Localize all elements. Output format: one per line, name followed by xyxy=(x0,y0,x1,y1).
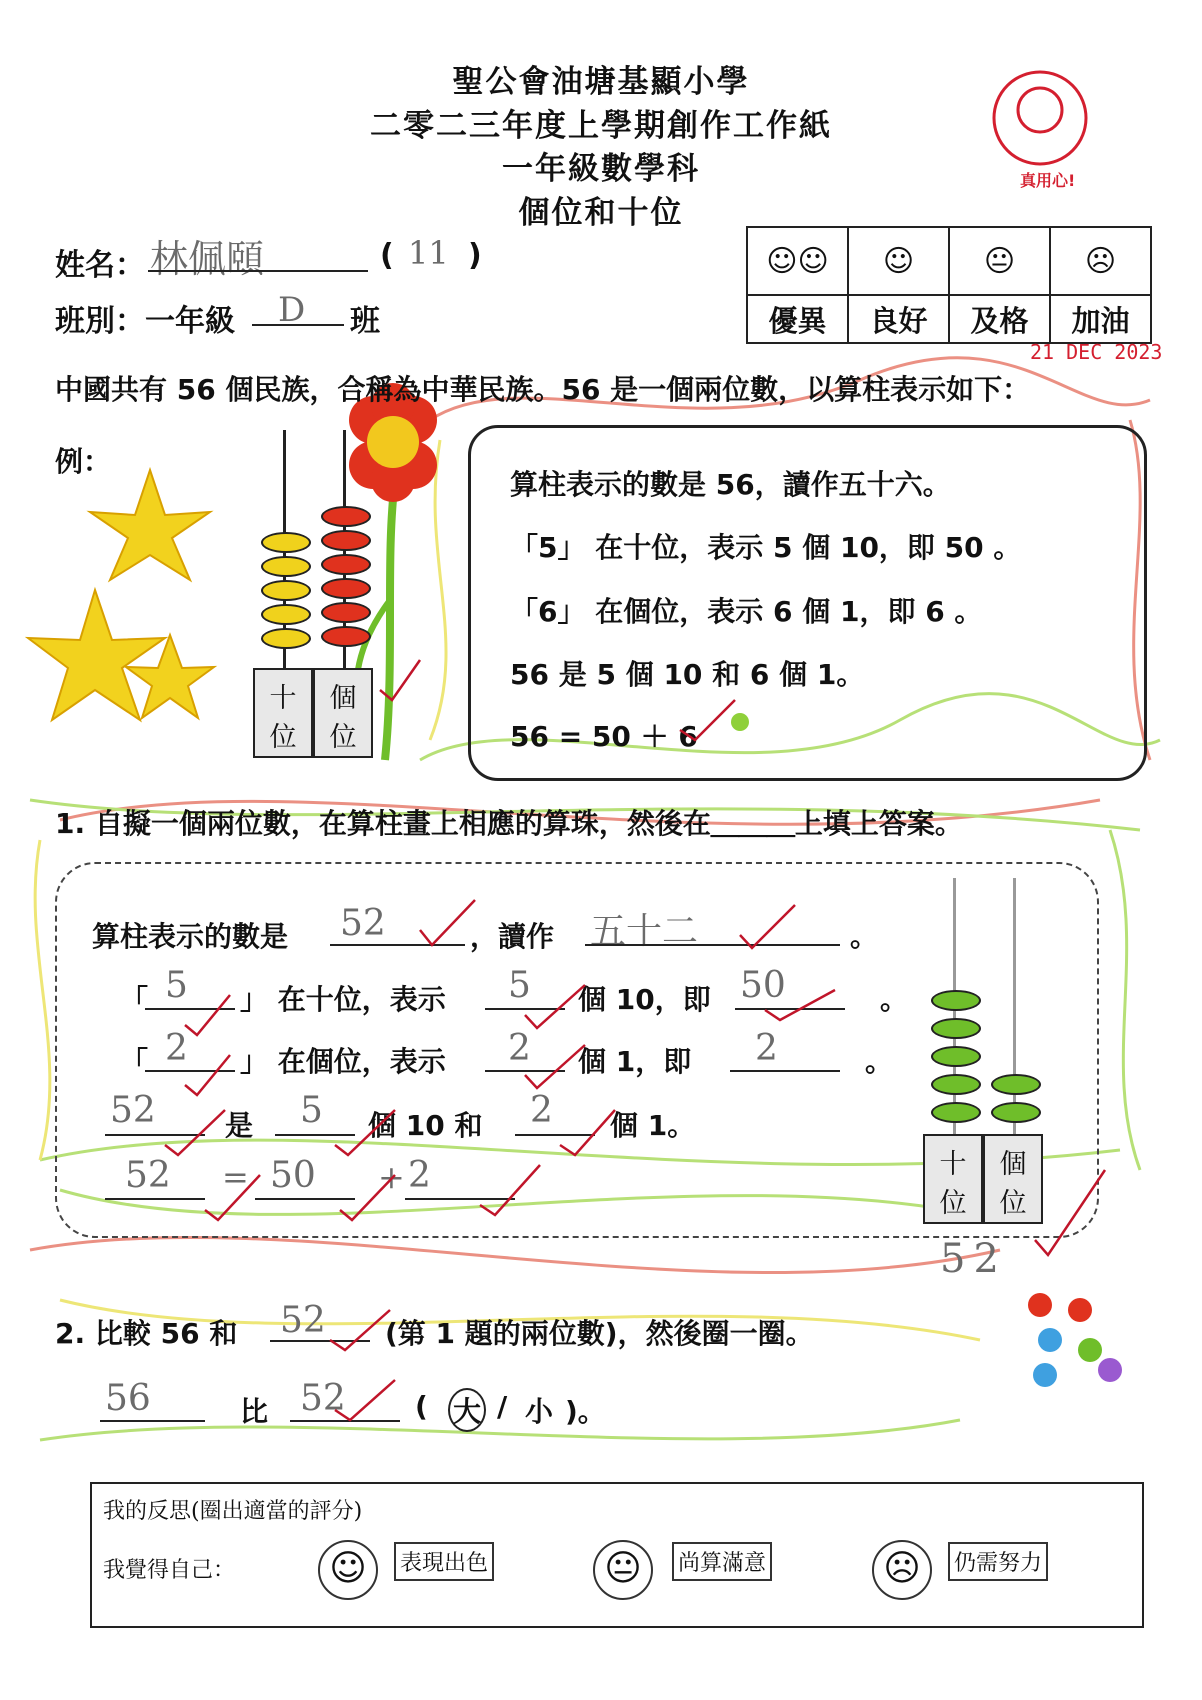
q2-slash: / xyxy=(497,1390,508,1423)
reflection-title: 我的反思(圈出適當的評分) xyxy=(103,1499,363,1524)
q2-right-field[interactable]: 52 xyxy=(300,1378,346,1419)
example-line-2: 「5」 在十位，表示 5 個 10，即 50 。 xyxy=(510,531,1022,564)
q1-l3-d: 。 xyxy=(865,1045,894,1078)
rating-label-good: 良好 xyxy=(848,295,949,343)
q2-choice-big[interactable]: 大 xyxy=(448,1388,486,1432)
topic-title: 個位和十位 xyxy=(518,195,684,231)
school-name: 聖公會油塘基顯小學 xyxy=(452,64,750,100)
class-label: 班別：一年級 xyxy=(55,304,235,339)
q2-close-paren: )。 xyxy=(565,1395,606,1428)
q2-open-paren: ( xyxy=(415,1390,428,1423)
face-excellent-icon[interactable]: ☺☺ xyxy=(747,227,848,295)
q2-prompt-a: 2. 比較 56 和 xyxy=(55,1317,238,1350)
example-line-5: 56 = 50 ＋ 6 xyxy=(510,720,698,753)
reflection-option-excellent[interactable]: 表現出色 xyxy=(394,1542,494,1581)
example-line-4: 56 是 5 個 10 和 6 個 1。 xyxy=(510,658,865,691)
q1-ones-label: 個 位 xyxy=(983,1134,1043,1224)
class-no-field[interactable]: 11 xyxy=(408,234,449,272)
example-ones-label: 個 位 xyxy=(313,668,373,758)
q1-l1-c: 。 xyxy=(850,920,879,953)
q1-l5-equals: = xyxy=(222,1158,249,1196)
q1-l5-ones-field[interactable]: 2 xyxy=(408,1155,431,1196)
rating-label-excellent: 優異 xyxy=(747,295,848,343)
example-label: 例： xyxy=(55,445,112,478)
q1-l5-tens-field[interactable]: 50 xyxy=(270,1155,316,1196)
q1-tens-label: 十 位 xyxy=(923,1134,983,1224)
class-no-open: ( xyxy=(380,238,394,273)
subject-title: 一年級數學科 xyxy=(502,151,700,187)
q1-l4-c: 個 1。 xyxy=(610,1109,696,1142)
q1-l4-ones-field[interactable]: 2 xyxy=(530,1090,553,1131)
q1-prompt: 1. 自擬一個兩位數，在算柱畫上相應的算珠，然後在＿＿＿上填上答案。 xyxy=(55,807,963,840)
rating-label-pass: 及格 xyxy=(949,295,1050,343)
reflection-prompt: 我覺得自己： xyxy=(103,1558,236,1583)
q1-number-field[interactable]: 52 xyxy=(340,903,386,944)
q1-l1-b: ，讀作 xyxy=(470,920,555,953)
q1-l3-b: 」 在個位，表示 xyxy=(240,1045,446,1078)
q1-l4-a: 是 xyxy=(225,1109,254,1142)
q1-tens-count-field[interactable]: 5 xyxy=(508,965,531,1006)
q1-ones-digit-field[interactable]: 2 xyxy=(165,1028,188,1069)
q1-abacus-answer[interactable]: 52 xyxy=(940,1236,1007,1282)
face-sad-icon: ☹ xyxy=(872,1540,932,1600)
q2-prompt-b: (第 1 題的兩位數)，然後圈一圈。 xyxy=(385,1317,814,1350)
q2-choice-small[interactable]: 小 xyxy=(525,1395,554,1428)
q1-l3-c: 個 1，即 xyxy=(578,1045,692,1078)
q1-l2-b: 」 在十位，表示 xyxy=(240,983,446,1016)
q1-l4-b: 個 10 和 xyxy=(368,1109,483,1142)
q1-ones-count-field[interactable]: 2 xyxy=(508,1028,531,1069)
face-tryharder-icon[interactable]: ☹ xyxy=(1050,227,1151,295)
reflection-option-needs-effort[interactable]: 仍需努力 xyxy=(948,1542,1048,1581)
face-neutral-icon: 😐 xyxy=(593,1540,653,1600)
name-field[interactable]: 林佩頤 xyxy=(150,237,265,281)
face-happy-icon: ☺ xyxy=(318,1540,378,1600)
face-good-icon[interactable]: ☺ xyxy=(848,227,949,295)
q1-l1-a: 算柱表示的數是 xyxy=(92,920,289,953)
class-no-close: ) xyxy=(468,238,482,273)
class-field[interactable]: D xyxy=(278,290,306,330)
q1-reading-field[interactable]: 五十二 xyxy=(590,911,699,952)
q1-l2-a: 「 xyxy=(120,983,149,1016)
rating-label-tryharder: 加油 xyxy=(1050,295,1151,343)
q1-l4-number-field[interactable]: 52 xyxy=(110,1090,156,1131)
term-title: 二零二三年度上學期創作工作紙 xyxy=(370,108,832,144)
date-stamp: 21 DEC 2023 xyxy=(1030,340,1163,364)
q1-l4-tens-field[interactable]: 5 xyxy=(300,1090,323,1131)
q1-l2-c: 個 10，即 xyxy=(578,983,711,1016)
q2-number-field[interactable]: 52 xyxy=(280,1300,326,1341)
intro-text: 中國共有 56 個民族，合稱為中華民族。56 是一個兩位數，以算柱表示如下： xyxy=(55,373,1031,406)
q1-tens-digit-field[interactable]: 5 xyxy=(165,965,188,1006)
reflection-option-satisfied[interactable]: 尚算滿意 xyxy=(672,1542,772,1581)
example-tens-label: 十 位 xyxy=(253,668,313,758)
example-line-3: 「6」 在個位，表示 6 個 1，即 6 。 xyxy=(510,595,983,628)
q1-l3-a: 「 xyxy=(120,1045,149,1078)
class-suffix: 班 xyxy=(350,304,380,339)
q2-left-field[interactable]: 56 xyxy=(105,1378,151,1419)
q1-l5-plus: + xyxy=(378,1158,405,1196)
stamp-text: 真用心! xyxy=(1020,171,1076,190)
q1-tens-value-field[interactable]: 50 xyxy=(740,965,786,1006)
q2-compare-word: 比 xyxy=(240,1395,269,1428)
name-label: 姓名： xyxy=(55,248,145,283)
face-pass-icon[interactable]: 😐 xyxy=(949,227,1050,295)
q1-ones-value-field[interactable]: 2 xyxy=(755,1028,778,1069)
q1-l2-d: 。 xyxy=(880,983,909,1016)
example-line-1: 算柱表示的數是 56，讀作五十六。 xyxy=(510,468,951,501)
q1-l5-number-field[interactable]: 52 xyxy=(125,1155,171,1196)
